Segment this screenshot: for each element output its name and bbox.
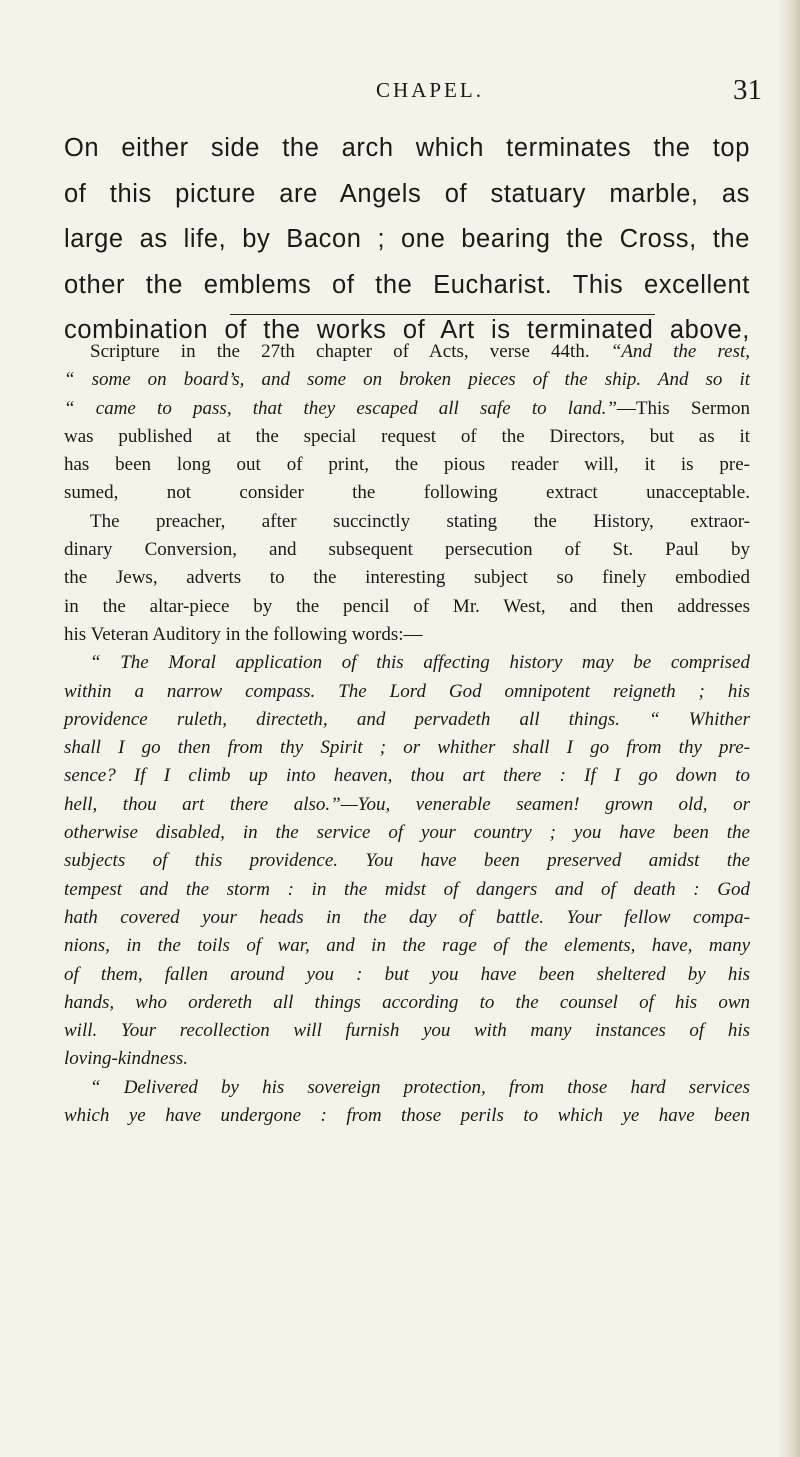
footnote-line <box>64 706 750 734</box>
footnote-line <box>64 847 750 875</box>
footnote-line <box>64 621 750 649</box>
footnote-run: Scripture in the 27th chapter of Acts, verse 44th. <box>90 341 611 362</box>
footnote-line <box>64 989 750 1017</box>
footnote <box>64 338 750 1130</box>
footnote-line <box>64 649 750 677</box>
footnote-italic-run: providence ruleth, directeth, and pervadeth all things. “ Whither <box>64 708 750 730</box>
footnote-line <box>64 762 750 790</box>
footnote-line <box>64 876 750 904</box>
footnote-run: The preacher, after succinctly stating the History, extraor- <box>90 510 750 532</box>
footnote-italic-run: “ came to pass, that they escaped all safe to land.” <box>64 397 617 419</box>
footnote-italic-run: within a narrow compass. The Lord God omnipotent reigneth ; his <box>64 680 750 702</box>
footnote-line <box>64 1074 750 1102</box>
footnote-run: the Jews, adverts to the interesting subject so finely embodied <box>64 567 750 589</box>
footnote-italic-run: hath covered your heads in the day of battle. Your fellow compa- <box>64 906 750 928</box>
footnote-italic-run: sence? If I climb up into heaven, thou art there : If I go down to <box>64 765 750 787</box>
footnote-line <box>64 423 750 451</box>
footnote-line <box>64 791 750 819</box>
footnote-line <box>64 451 750 479</box>
footnote-line <box>64 479 750 507</box>
footnote-run: in the altar-piece by the pencil of Mr. West, and then addresses <box>64 595 750 617</box>
footnote-run: —This Sermon <box>616 397 751 419</box>
footnote-italic-run: “ some on board’s, and some on broken pieces of the ship. And so it <box>64 369 750 391</box>
footnote-italic-run: will. Your recollection will furnish you with many instances of his <box>64 1020 750 1042</box>
footnote-italic-run: which ye have undergone : from those perils to which ye have been <box>64 1105 750 1127</box>
footnote-run: his Veteran Auditory in the following words:— <box>64 623 423 645</box>
footnote-line <box>64 508 750 536</box>
footnote-italic-run: “And the rest, <box>610 341 751 362</box>
footnote-divider <box>230 314 655 315</box>
footnote-line <box>64 366 750 394</box>
footnote-run: sumed, not consider the following extract unacceptable. <box>64 482 750 504</box>
footnote-line <box>64 1102 750 1130</box>
footnote-line <box>64 536 750 564</box>
footnote-line <box>64 961 750 989</box>
body-line: other the emblems of the Eucharist. This excellent <box>64 270 750 299</box>
page-number: 31 <box>733 74 762 106</box>
footnote-line <box>64 932 750 960</box>
footnote-italic-run: tempest and the storm : in the midst of dangers and of death : God <box>64 878 750 900</box>
footnote-italic-run: nions, in the toils of war, and in the rage of the elements, have, many <box>64 935 750 957</box>
footnote-italic-run: shall I go then from thy Spirit ; or whither shall I go from thy pre- <box>64 737 750 759</box>
footnote-line <box>64 819 750 847</box>
body-line: combination of the works of Art is terminated above, <box>64 316 750 344</box>
footnote-line <box>64 734 750 762</box>
body-line: of this picture are Angels of statuary marble, as <box>64 179 750 208</box>
footnote-line <box>64 678 750 706</box>
footnote-line <box>64 1017 750 1045</box>
running-title: CHAPEL. <box>376 78 484 102</box>
footnote-italic-run: hands, who ordereth all things according to the counsel of his own <box>64 991 750 1013</box>
footnote-line <box>64 564 750 592</box>
body-text <box>64 126 750 354</box>
footnote-run: has been long out of print, the pious reader will, it is pre- <box>64 454 750 476</box>
footnote-italic-run: hell, thou art there also.”—You, venerable seamen! grown old, or <box>64 793 750 815</box>
footnote-run: was published at the special request of the Directors, but as it <box>64 425 750 447</box>
footnote-italic-run: otherwise disabled, in the service of your country ; you have been the <box>64 822 750 844</box>
footnote-italic-run: of them, fallen around you : but you have been sheltered by his <box>64 963 750 985</box>
footnote-line <box>64 395 750 423</box>
footnote-italic-run: loving-kindness. <box>64 1048 189 1070</box>
body-line: On either side the arch which terminates the top <box>64 134 750 162</box>
footnote-italic-run: “ Delivered by his sovereign protection, from those hard services <box>90 1076 750 1098</box>
running-head <box>98 74 762 114</box>
footnote-line <box>64 338 750 366</box>
footnote-italic-run: subjects of this providence. You have been preserved amidst the <box>64 850 750 872</box>
body-line: large as life, by Bacon ; one bearing the Cross, the <box>64 225 750 253</box>
footnote-italic-run: “ The Moral application of this affecting history may be comprised <box>90 652 750 674</box>
footnote-line <box>64 1045 750 1073</box>
footnote-line <box>64 904 750 932</box>
footnote-line <box>64 593 750 621</box>
footnote-run: dinary Conversion, and subsequent persecution of St. Paul by <box>64 539 750 561</box>
page-edge-shadow <box>778 0 800 1457</box>
